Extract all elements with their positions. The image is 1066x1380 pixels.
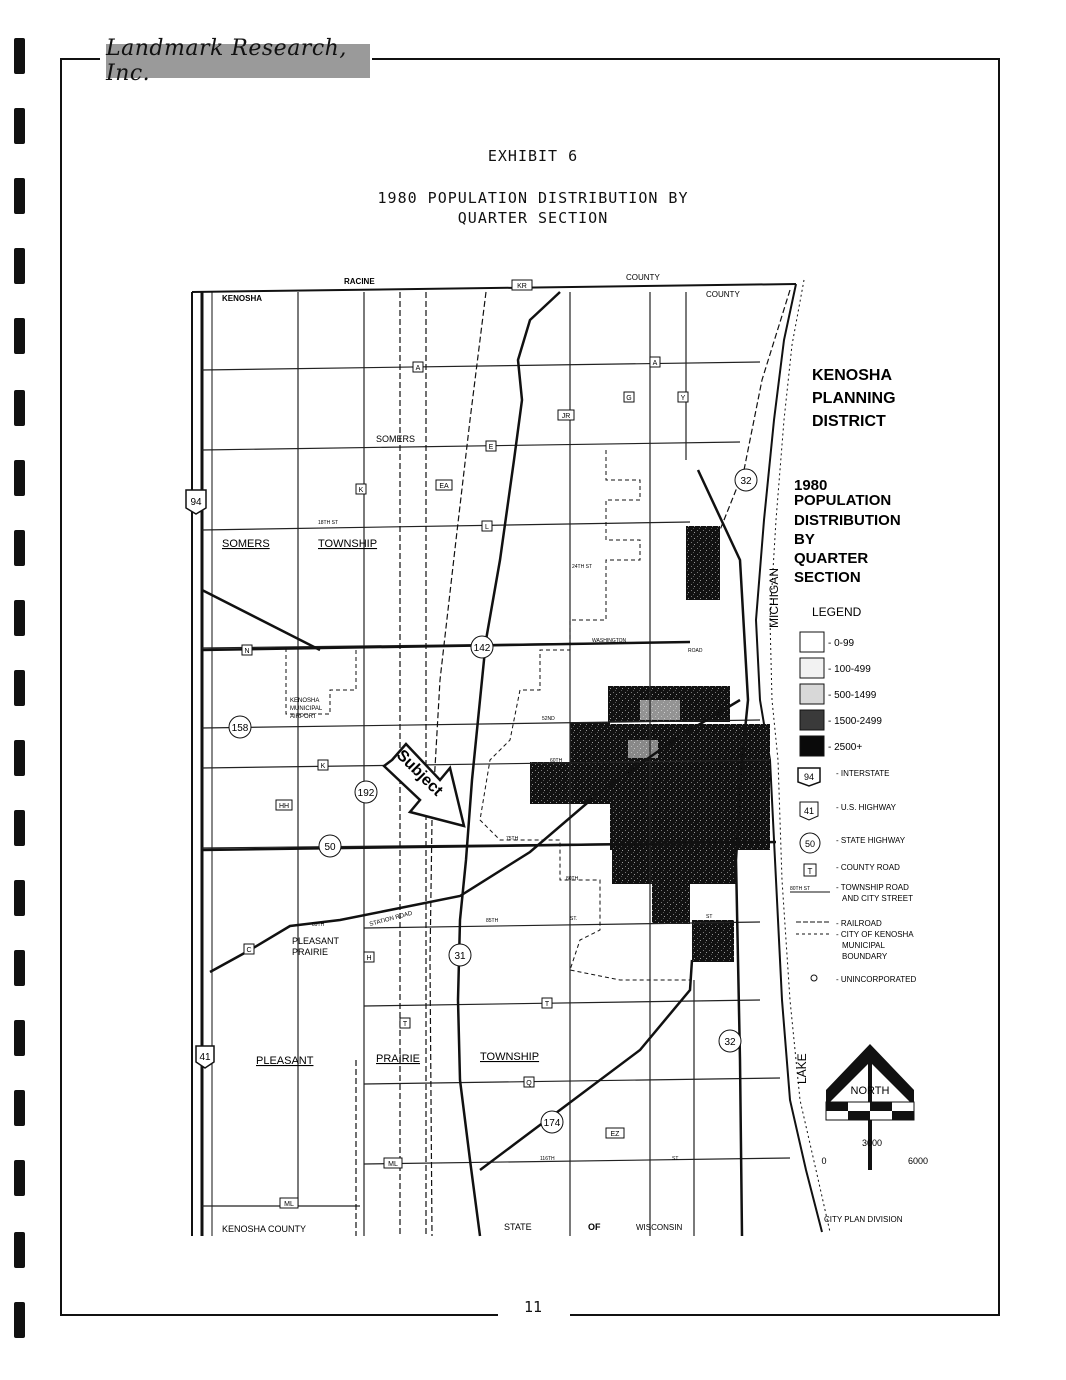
page-number: 11 (523, 1298, 543, 1316)
legend-swatch (800, 632, 824, 652)
svg-text:SECTION: SECTION (794, 569, 861, 586)
north-arrow (821, 1044, 928, 1170)
street-label: 18TH ST (318, 520, 339, 526)
street-label: 80TH (566, 876, 579, 882)
county-road-jr (558, 410, 574, 420)
somers-label: SOMERS (376, 434, 416, 444)
legend-symbol-unincorporated-circle (811, 975, 917, 984)
street-label: 89TH (312, 922, 325, 928)
racine-label: RACINE (344, 277, 375, 286)
street-label: 52ND (542, 716, 555, 722)
svg-text:ML: ML (388, 1161, 398, 1168)
street-label: STATION ROAD (368, 910, 414, 928)
svg-text:A: A (415, 365, 421, 372)
legend-classes (800, 632, 882, 756)
svg-text:EA: EA (439, 483, 449, 490)
svg-text:PLANNING: PLANNING (812, 390, 896, 407)
svg-text:EZ: EZ (610, 1131, 620, 1138)
legend-symbol-label: - UNINCORPORATED (836, 975, 917, 984)
legend-class-label: - 500-1499 (828, 690, 877, 701)
legend-swatch (800, 736, 824, 756)
pleasant-prairie-label: PRAIRIE (292, 947, 329, 957)
svg-text:ML: ML (284, 1201, 294, 1208)
quarter-section-dense (652, 884, 690, 924)
county-road-k (356, 484, 366, 494)
svg-text:K: K (320, 763, 326, 770)
quarter-section-dense (612, 850, 736, 884)
county-road-a (413, 362, 423, 372)
legend-symbol-railroad-line (796, 919, 882, 928)
street-label: WASHINGTON (592, 638, 627, 644)
legend-symbol-label: - CITY OF KENOSHA (836, 930, 914, 939)
legend-class-item (800, 632, 855, 652)
airport-label: KENOSHA (290, 698, 320, 704)
county-label: COUNTY (706, 290, 740, 299)
svg-text:T: T (402, 1021, 408, 1028)
exhibit-label: EXHIBIT 6 (487, 147, 579, 165)
exhibit-title-line2: QUARTER SECTION (457, 209, 609, 227)
legend-symbol-label: - U.S. HIGHWAY (836, 803, 896, 812)
svg-text:E: E (488, 444, 494, 451)
prairie-label: PRAIRIE (376, 1053, 421, 1065)
svg-text:T: T (544, 1001, 550, 1008)
street-label: ST. (570, 916, 578, 922)
map-heading (812, 367, 896, 430)
credit-label: CITY PLAN DIVISION (824, 1215, 903, 1224)
legend-class-item (800, 658, 871, 678)
legend-class-label: - 1500-2499 (828, 716, 882, 727)
michigan-label: MICHIGAN (767, 568, 781, 628)
svg-text:50: 50 (804, 839, 816, 849)
street-label: 116TH (540, 1156, 555, 1162)
svg-text:C: C (246, 947, 252, 954)
wisconsin-label: WISCONSIN (636, 1223, 683, 1232)
svg-text:JR: JR (561, 413, 571, 420)
legend-class-item (800, 710, 882, 730)
county-road-h (364, 952, 374, 962)
kenosha-label: KENOSHA (222, 294, 263, 303)
legend-symbol-interstate-shield (798, 768, 889, 786)
subject-arrow (384, 744, 464, 826)
county-label: COUNTY (626, 273, 660, 282)
exhibit-title-line1: 1980 POPULATION DISTRIBUTION BY (377, 189, 689, 207)
county-road-ez (606, 1128, 624, 1138)
map-subheading (794, 477, 901, 586)
somers-town-label: SOMERS (222, 538, 270, 550)
street-label: 75TH (506, 836, 519, 842)
legend-class-label: - 100-499 (828, 664, 871, 675)
legend-symbol-city-boundary-dashed-line (796, 930, 914, 961)
state-31-marker (449, 944, 471, 966)
pleasant-prairie-label: PLEASANT (292, 936, 340, 946)
of-label: OF (588, 1222, 601, 1232)
north-label: NORTH (850, 1085, 890, 1097)
svg-text:32: 32 (724, 1037, 736, 1048)
county-road-q (524, 1077, 534, 1087)
svg-text:50: 50 (324, 842, 336, 853)
svg-text:L: L (485, 524, 489, 531)
scale-mid: 3000 (861, 1138, 883, 1148)
scale-zero: 0 (821, 1156, 827, 1166)
township-label: TOWNSHIP (480, 1051, 540, 1063)
svg-text:T: T (807, 867, 813, 876)
airport-label: AIRPORT (290, 714, 317, 720)
county-road-c (244, 944, 254, 954)
svg-text:DISTRIBUTION: DISTRIBUTION (794, 512, 901, 529)
svg-text:POPULATION: POPULATION (794, 492, 892, 509)
svg-text:192: 192 (357, 788, 375, 799)
legend-symbol-us-highway-shield (800, 802, 897, 820)
legend-swatch (800, 658, 824, 678)
svg-text:H: H (366, 955, 372, 962)
county-road-l (482, 521, 492, 531)
legend-swatch (800, 684, 824, 704)
legend-symbol-township-road-line (790, 883, 913, 903)
legend-symbol-label: - INTERSTATE (836, 769, 890, 778)
legend-symbol-label: - RAILROAD (836, 919, 882, 928)
svg-text:94: 94 (190, 497, 202, 508)
subject-label: Subject (392, 746, 446, 800)
unincorporated-icon (811, 975, 817, 981)
lake-label: LAKE (795, 1053, 809, 1084)
legend-symbol-label: - STATE HIGHWAY (836, 836, 906, 845)
svg-text:AND CITY STREET: AND CITY STREET (842, 894, 913, 903)
legend-symbols (790, 768, 917, 984)
legend-title: LEGEND (812, 605, 862, 619)
legend-symbol-state-highway-circle (800, 833, 906, 853)
county-road-ml (280, 1198, 298, 1208)
svg-text:174: 174 (543, 1118, 561, 1129)
svg-text:32: 32 (740, 476, 752, 487)
quarter-section-dense (692, 920, 734, 962)
legend-class-label: - 2500+ (828, 742, 863, 753)
svg-text:1980: 1980 (794, 477, 828, 494)
county-road-t (542, 998, 552, 1008)
state-192-marker (355, 781, 377, 803)
legend-symbol-label: - TOWNSHIP ROAD (836, 883, 909, 892)
legend-symbol-label: - COUNTY ROAD (836, 863, 900, 872)
state-142-marker (471, 636, 493, 658)
us-41-shield (196, 1046, 214, 1068)
svg-text:G: G (626, 395, 632, 402)
county-road-g (624, 392, 634, 402)
street-label: ST (672, 1156, 679, 1162)
quarter-section-dense (686, 526, 720, 600)
street-label: ST (706, 914, 713, 920)
county-road-y (678, 392, 688, 402)
state-158-marker (229, 716, 251, 738)
state-174-marker (541, 1111, 563, 1133)
street-label: 60TH (550, 758, 563, 764)
svg-text:142: 142 (473, 643, 491, 654)
kenosha-county-label: KENOSHA COUNTY (222, 1224, 307, 1234)
svg-text:80TH ST: 80TH ST (790, 886, 811, 892)
svg-text:KENOSHA: KENOSHA (812, 367, 893, 384)
svg-text:41: 41 (199, 1052, 211, 1063)
street-label: 85TH (486, 918, 499, 924)
svg-text:BOUNDARY: BOUNDARY (842, 952, 888, 961)
svg-text:BY: BY (794, 531, 815, 548)
svg-text:N: N (244, 648, 250, 655)
svg-text:158: 158 (231, 723, 249, 734)
county-road-k (318, 760, 328, 770)
state-label: STATE (504, 1222, 532, 1232)
county-road-n (242, 645, 252, 655)
state-50-marker (319, 835, 341, 857)
state-32-marker (719, 1030, 741, 1052)
pleasant-label: PLEASANT (256, 1055, 314, 1067)
svg-text:A: A (652, 360, 658, 367)
svg-text:Y: Y (680, 395, 686, 402)
svg-text:41: 41 (803, 806, 815, 816)
svg-text:94: 94 (803, 772, 815, 782)
legend-symbol-county-road-box (804, 863, 900, 876)
svg-text:HH: HH (278, 803, 290, 810)
legend-class-item (800, 736, 862, 756)
street-label: ROAD (688, 648, 703, 654)
county-road-ml (384, 1158, 402, 1168)
legend-class-label: - 0-99 (828, 638, 855, 649)
quarter-section-dense (570, 722, 610, 766)
legend-class-item (800, 684, 877, 704)
county-road-ea (436, 480, 452, 490)
svg-text:QUARTER: QUARTER (794, 550, 869, 567)
svg-text:Q: Q (526, 1080, 532, 1087)
county-road-kr (512, 280, 532, 290)
scale-max: 6000 (907, 1156, 929, 1166)
county-road-hh (276, 800, 292, 810)
airport-label: MUNICIPAL (290, 706, 323, 712)
svg-text:KR: KR (517, 283, 527, 290)
svg-text:31: 31 (454, 951, 466, 962)
county-road-t (400, 1018, 410, 1028)
svg-text:DISTRICT: DISTRICT (812, 413, 886, 430)
county-road-e (486, 441, 496, 451)
county-road-a (650, 357, 660, 367)
interstate-94-shield (186, 490, 206, 514)
svg-text:K: K (358, 487, 364, 494)
street-label: 24TH ST (572, 564, 593, 570)
state-32-marker (735, 469, 757, 491)
township-label: TOWNSHIP (318, 538, 378, 550)
svg-text:MUNICIPAL: MUNICIPAL (842, 941, 885, 950)
company-logo: Landmark Research, Inc. (106, 44, 370, 78)
legend-swatch (800, 710, 824, 730)
scale-bar (826, 1102, 914, 1120)
